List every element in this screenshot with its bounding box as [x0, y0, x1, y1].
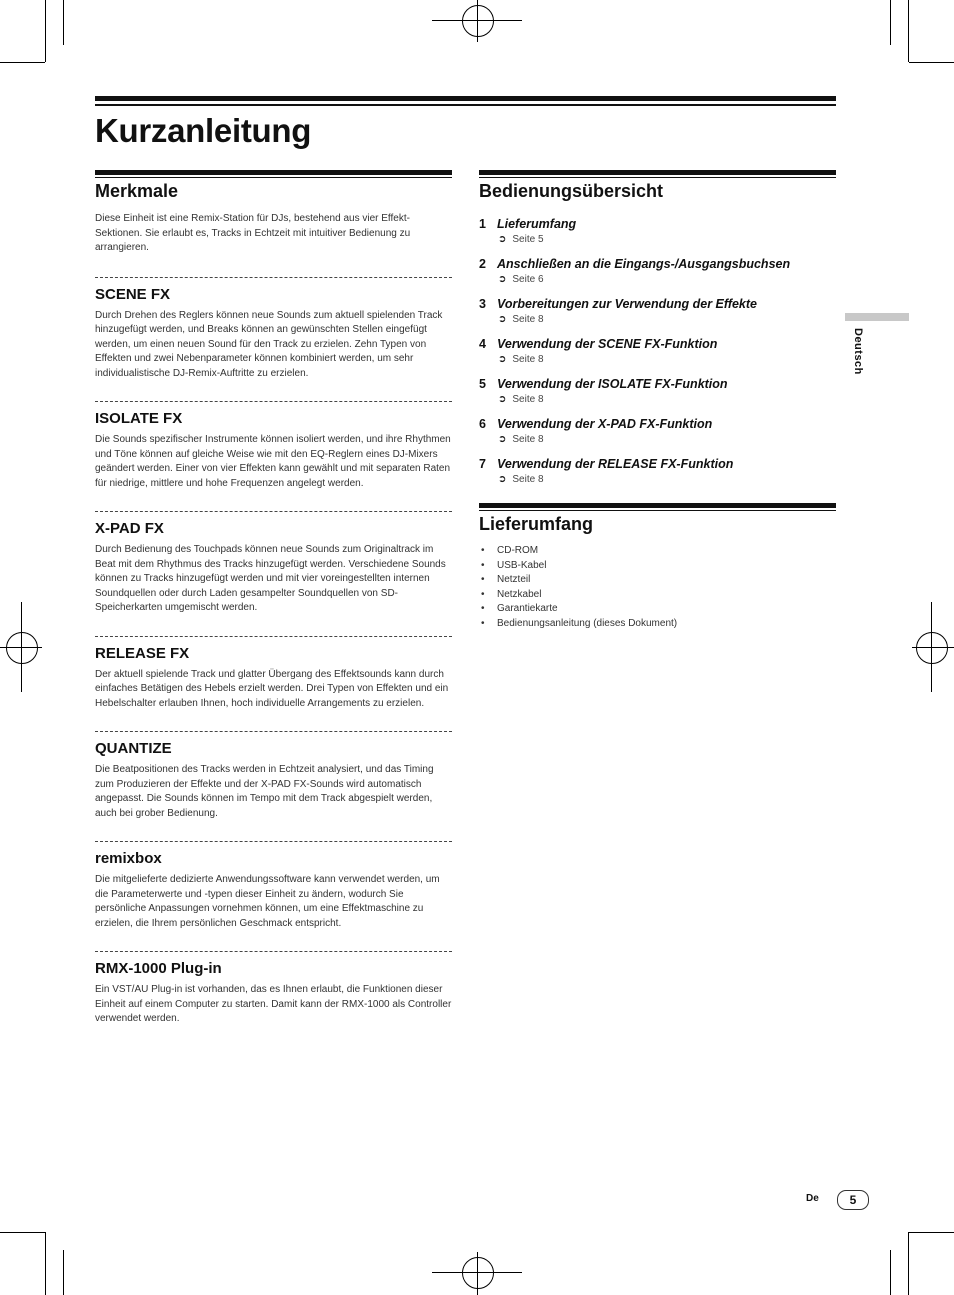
list-item: • CD-ROM: [479, 544, 836, 559]
feature-title: RMX-1000 Plug-in: [95, 960, 222, 977]
feature-text: Ein VST/AU Plug-in ist vorhanden, das es Ihnen erlaubt, die Funktionen dieser Einheit auf einem Computer zu starten. Damit kann der RMX-1000 als Controller verwendet werden.: [95, 984, 452, 1024]
footer-language-code: De: [806, 1193, 819, 1204]
section-divider: [95, 277, 452, 278]
feature-section: [95, 841, 452, 931]
section-divider: [95, 636, 452, 637]
toc-page-ref[interactable]: Seite 8: [512, 474, 544, 485]
page-number: 5: [837, 1190, 869, 1210]
feature-section: [95, 277, 452, 382]
toc-item[interactable]: [479, 376, 836, 407]
page-ref-arrow-icon: ➲: [498, 234, 507, 245]
feature-text: Durch Bedienung des Touchpads können neue Sounds zum Originaltrack im Beat mit dem Rhythmus des Tracks hinzugefügt werden. Verschiedene Sounds können zu Tracks hinzugefügt werden und mit vier voreingestellten internen Soundquellen oder durch Laden gesampelter Soundquellen von SD-Speicherkarten umgemischt werden.: [95, 544, 446, 613]
toc-item[interactable]: [479, 256, 836, 287]
toc-label: Verwendung der RELEASE FX-Funktion: [497, 457, 734, 471]
section-divider: [95, 841, 452, 842]
page-ref-arrow-icon: ➲: [498, 354, 507, 365]
features-heading-block: [95, 170, 452, 202]
contents-heading: Lieferumfang: [479, 514, 594, 534]
page-ref-arrow-icon: ➲: [498, 314, 507, 325]
feature-title: ISOLATE FX: [95, 410, 183, 427]
toc-page-ref[interactable]: Seite 8: [512, 354, 544, 365]
feature-section: [95, 731, 452, 821]
registration-mark: [916, 632, 948, 664]
toc-page-ref[interactable]: Seite 6: [512, 274, 544, 285]
language-tab: Deutsch: [852, 328, 864, 375]
crop-mark: [0, 62, 45, 63]
page-ref-arrow-icon: ➲: [498, 394, 507, 405]
registration-mark: [462, 5, 494, 37]
section-divider: [95, 731, 452, 732]
list-item: • Netzteil: [479, 573, 836, 588]
overview-heading: Bedienungsübersicht: [479, 181, 664, 201]
toc-label: Vorbereitungen zur Verwendung der Effekte: [497, 297, 757, 311]
toc-item[interactable]: [479, 456, 836, 487]
toc-page-ref[interactable]: Seite 5: [512, 234, 544, 245]
feature-title: QUANTIZE: [95, 740, 172, 757]
feature-section: [95, 511, 452, 616]
toc-page-ref[interactable]: Seite 8: [512, 394, 544, 405]
page-ref-arrow-icon: ➲: [498, 474, 507, 485]
toc-label: Anschließen an die Eingangs-/Ausgangsbuchsen: [497, 257, 791, 271]
crop-mark: [0, 1232, 45, 1233]
toc-number: 7: [479, 457, 486, 471]
toc-number: 3: [479, 297, 486, 311]
list-item: • Bedienungsanleitung (dieses Dokument): [479, 617, 836, 632]
page-ref-arrow-icon: ➲: [498, 434, 507, 445]
crop-mark: [890, 0, 891, 45]
language-tab-bar: [845, 313, 909, 321]
toc-item[interactable]: [479, 216, 836, 247]
crop-mark: [908, 1232, 909, 1295]
list-item: • Garantiekarte: [479, 602, 836, 617]
list-item: • Netzkabel: [479, 588, 836, 603]
toc-label: Lieferumfang: [497, 217, 577, 231]
feature-title: X-PAD FX: [95, 520, 164, 537]
toc-number: 1: [479, 217, 486, 231]
crop-mark: [909, 62, 954, 63]
feature-text: Durch Drehen des Reglers können neue Sounds zum aktuell spielenden Track hinzugefügt werden, und Breaks können an gewünschten Stellen eingefügt werden, um einen neuen Sound für den Track zu erzielen. Zehn Typen von Effekten und zwei Nebenparameter können kombiniert werden, um sehr individualistische DJ-Remix-Auftritte zu erzielen.: [95, 309, 443, 379]
toc-item[interactable]: [479, 296, 836, 327]
toc-page-ref[interactable]: Seite 8: [512, 314, 544, 325]
page-ref-arrow-icon: ➲: [498, 274, 507, 285]
feature-text: Die Beatpositionen des Tracks werden in Echtzeit analysiert, und das Timing zum Produzieren der Effekte und der X-PAD FX-Sounds wird automatisch angepasst. Die Sounds können im Tempo mit dem Track abgespielt werden, auch bei grober Bedienung.: [95, 764, 434, 819]
feature-title: RELEASE FX: [95, 644, 190, 662]
crop-mark: [63, 1250, 64, 1295]
page-title: Kurzanleitung: [95, 112, 312, 149]
toc-item[interactable]: [479, 416, 836, 447]
toc-label: Verwendung der ISOLATE FX-Funktion: [497, 377, 728, 391]
feature-text: Die Sounds spezifischer Instrumente können isoliert werden, und ihre Rhythmen und Töne können auf gleiche Weise wie mit den EQ-Reglern eines DJ-Mixers geändert werden. Einer von vier Effekten kann gewählt und mit separaten Raten für niedrige, mittlere und hohe Frequenzen angelegt werden.: [95, 434, 451, 489]
contents-heading-block: [479, 503, 836, 535]
crop-mark: [63, 0, 64, 45]
section-divider: [95, 951, 452, 952]
section-divider: [95, 401, 452, 402]
crop-mark: [890, 1250, 891, 1295]
contents-list: [479, 544, 836, 631]
feature-title: remixbox: [95, 850, 162, 867]
crop-mark: [45, 0, 46, 62]
toc-number: 2: [479, 257, 486, 271]
registration-mark: [462, 1257, 494, 1289]
list-item: • USB-Kabel: [479, 559, 836, 574]
toc-label: Verwendung der X-PAD FX-Funktion: [497, 417, 713, 431]
feature-section: [95, 401, 452, 491]
feature-section: [95, 636, 452, 712]
registration-mark: [6, 632, 38, 664]
toc-list: [479, 216, 836, 487]
toc-page-ref[interactable]: Seite 8: [512, 434, 544, 445]
crop-mark: [45, 1232, 46, 1295]
toc-label: Verwendung der SCENE FX-Funktion: [497, 337, 718, 351]
feature-text: Der aktuell spielende Track und glatter Übergang des Effektsounds kann durch einfaches Betätigen des Hebels erzielt werden. Drei Typen von Effekten und ein Hebelschalter erlauben Ihnen, hoch individuelle Arrangements zu erzielen.: [95, 668, 449, 709]
features-heading: Merkmale: [95, 181, 179, 201]
features-intro: Diese Einheit ist eine Remix-Station für DJs, bestehend aus vier Effekt-Sektionen. Sie erlaubt es, Tracks in Echtzeit mit intuitiver Bedienung zu arrangieren.: [95, 213, 411, 253]
overview-heading-block: [479, 170, 836, 202]
title-rule: [95, 104, 836, 106]
section-divider: [95, 511, 452, 512]
feature-title: SCENE FX: [95, 285, 171, 303]
title-rule: [95, 96, 836, 101]
feature-section: [95, 951, 452, 1027]
toc-number: 6: [479, 417, 486, 431]
feature-text: Die mitgelieferte dedizierte Anwendungssoftware kann verwendet werden, um die Parameterwerte und -typen dieser Einheit zu ändern, wodurch Sie persönliche Anpassungen vornehmen können, um eine Effektmaschine zu erzielen, die Ihrem persönlichen Geschmack entspricht.: [95, 874, 440, 929]
toc-item[interactable]: [479, 336, 836, 367]
crop-mark: [908, 0, 909, 62]
left-column: [95, 170, 452, 1027]
toc-number: 4: [479, 337, 486, 351]
toc-number: 5: [479, 377, 486, 391]
crop-mark: [909, 1232, 954, 1233]
right-column: [479, 170, 836, 631]
